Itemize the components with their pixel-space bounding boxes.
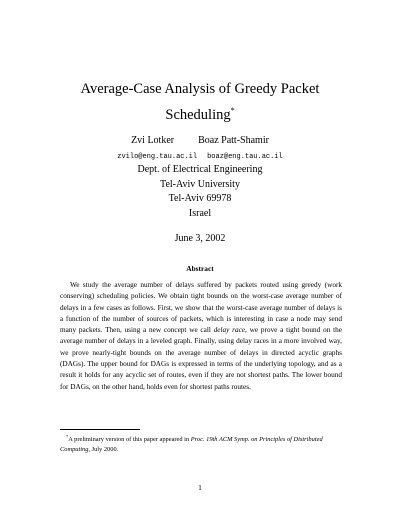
affiliation xyxy=(60,163,340,221)
author-email: boaz@eng.tau.ac.il xyxy=(207,153,283,161)
author-emails xyxy=(60,153,340,161)
abstract-body xyxy=(60,280,342,393)
abstract-heading: Abstract xyxy=(186,264,214,273)
footnote-text: , July 2000. xyxy=(88,445,119,453)
affiliation-line: Dept. of Electrical Engineering xyxy=(137,164,263,175)
author-name: Zvi Lotker xyxy=(131,135,175,146)
footnote-mark: * xyxy=(66,434,69,439)
page-number: 1 xyxy=(198,483,202,492)
title-line-2 xyxy=(40,100,360,126)
footnote-text: A preliminary version of this paper appeared in xyxy=(68,436,191,443)
abstract-text: , we prove a tight bound on the average number of delays in a leveled graph. Finally, using delay races in a more involved way, we prove nearly-tight bounds on the average number of delays in directed acyclic graphs (DAGs). The upper bound for DAGs is expressed in terms of the underlying topology, and as a result it holds for any acyclic set of routes, even if they are not shortest paths. The lower bound for DAGs, on the other hand, holds even for shortest paths routes. xyxy=(60,326,342,391)
affiliation-line: Tel-Aviv University xyxy=(160,178,240,190)
authors xyxy=(60,135,340,146)
footnote-rule xyxy=(60,429,140,430)
title-line-1: Average-Case Analysis of Greedy Packet xyxy=(80,81,320,97)
affiliation-line: Israel xyxy=(188,207,212,219)
abstract-emphasis: delay race xyxy=(213,326,246,335)
footnote xyxy=(60,432,342,454)
paper-date: June 3, 2002 xyxy=(174,233,226,244)
footnote-venue: Proc. 19th ACM Symp. on Principles of Distributed Computing xyxy=(60,436,323,453)
paper-title xyxy=(40,79,360,126)
author-name: Boaz Patt-Shamir xyxy=(198,135,269,146)
title-footnote-mark: * xyxy=(230,106,235,115)
title-line-2-text: Scheduling xyxy=(165,107,231,123)
author-email: zvilo@eng.tau.ac.il xyxy=(117,153,198,161)
abstract-text: We study the average number of delays suffered by packets routed using greedy (work conserving) scheduling policies. We obtain tight bounds on the worst-case average number of delays in a few cases as follows. First, we show that the worst-case average number of delays is a function of the number of sources of packets, which is interesting in case a node may send many packets. Then, using a new concept we call xyxy=(60,281,342,335)
affiliation-line: Tel-Aviv 69978 xyxy=(168,193,232,205)
